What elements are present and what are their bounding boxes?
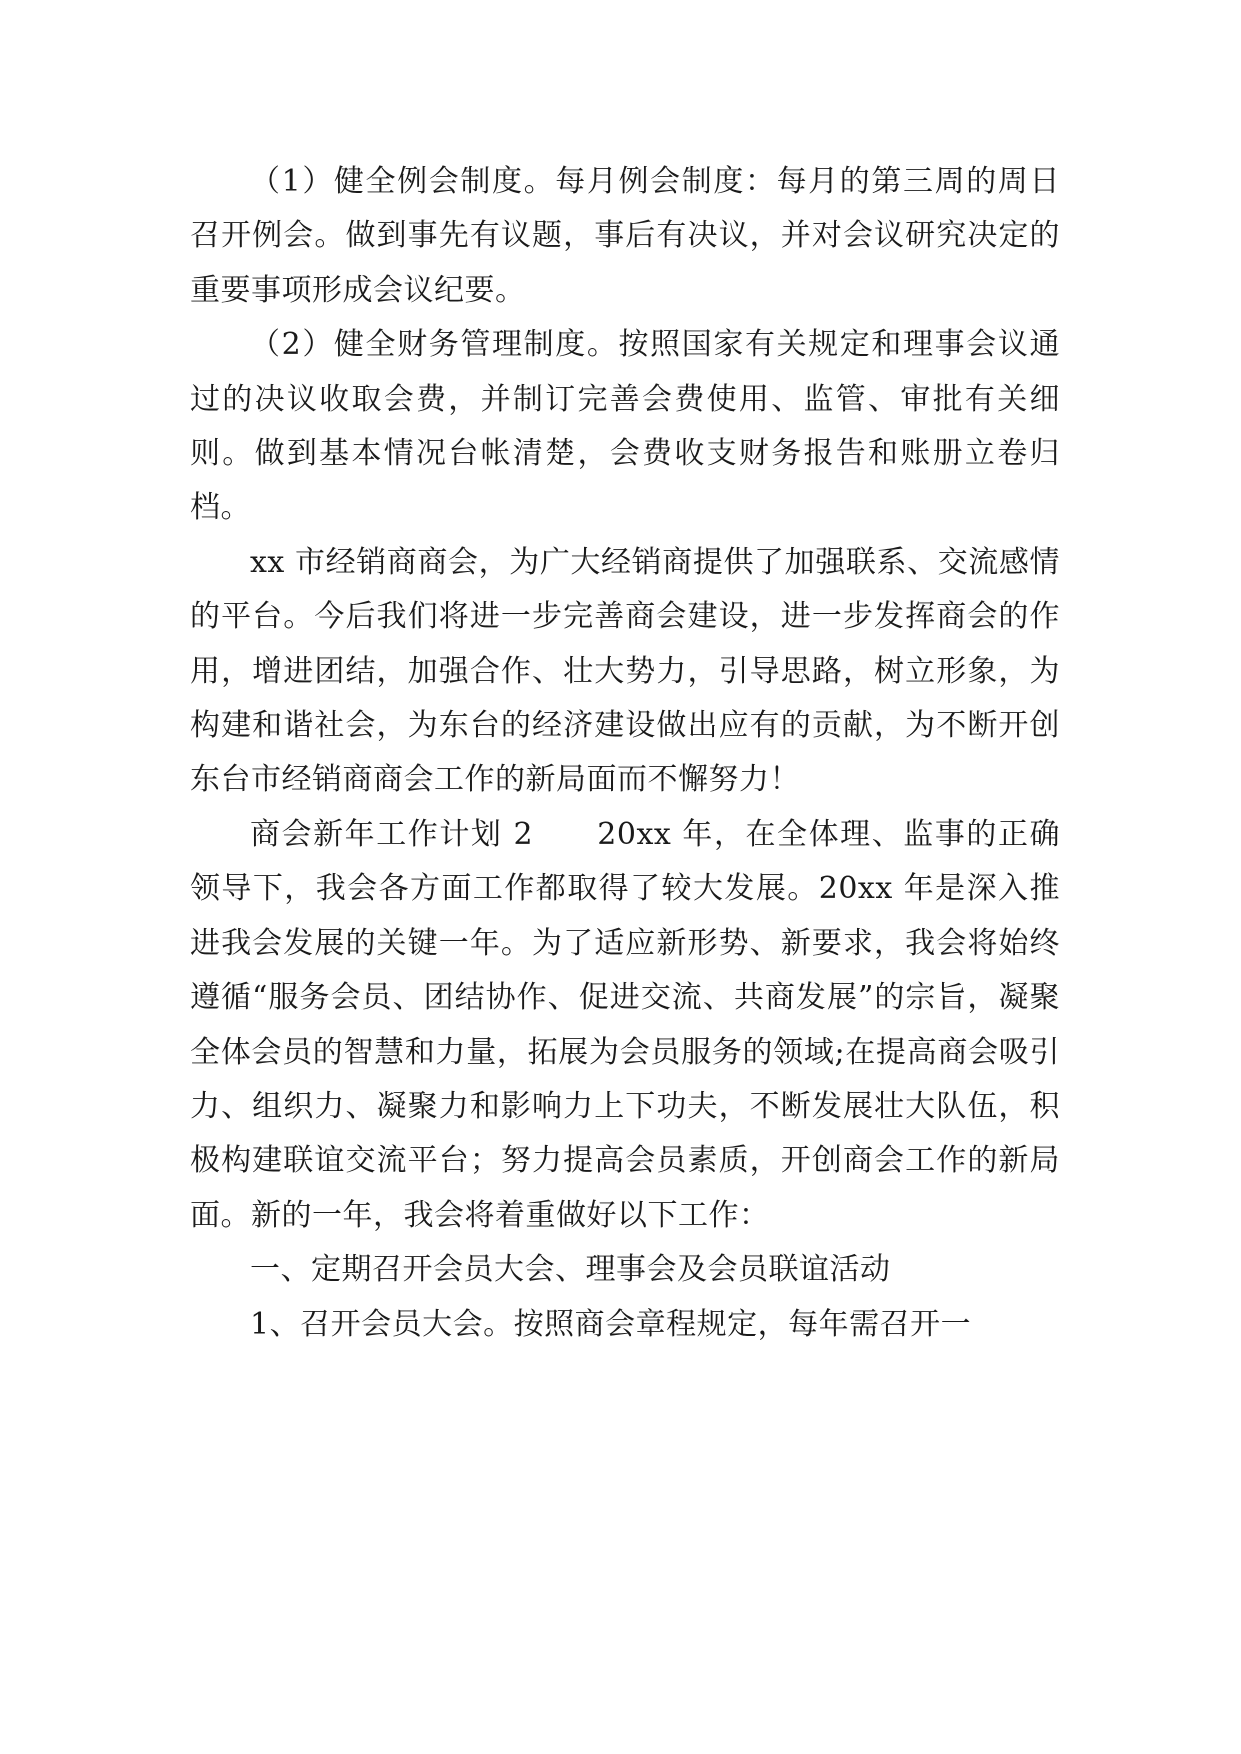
document-page [190,155,1060,1352]
section-heading-meetings: 一、定期召开会员大会、理事会及会员联谊活动 [250,1252,891,1288]
paragraph-chamber-summary: xx 市经销商商会，为广大经销商提供了加强联系、交流感情的平台。今后我们将进一步完善商会建设，进一步发挥商会的作用，增进团结，加强合作、壮大势力，引导思路，树立形象，为构建和谐社会，为东台的经济建设做出应有的贡献，为不断开创东台市经销商商会工作的新局面而不懈努力！ [190,544,1060,798]
paragraph-regular-meeting: （1）健全例会制度。每月例会制度：每月的第三周的周日召开例会。做到事先有议题，事后有决议，并对会议研究决定的重要事项形成会议纪要。 [190,164,1060,308]
paragraph-finance-management: （2）健全财务管理制度。按照国家有关规定和理事会议通过的决议收取会费，并制订完善会费使用、监管、审批有关细则。做到基本情况台帐清楚，会费收支财务报告和账册立卷归档。 [190,327,1060,526]
paragraph-member-congress: 1、召开会员大会。按照商会章程规定，每年需召开一 [250,1306,972,1342]
paragraph-work-plan-2: 商会新年工作计划 2 20xx 年，在全体理、监事的正确领导下，我会各方面工作都取得了较大发展。20xx 年是深入推进我会发展的关键一年。为了适应新形势、新要求，我会将始终遵循“服务会员、团结协作、促进交流、共商发展”的宗旨，凝聚全体会员的智慧和力量，拓展为会员服务的领域;在提高商会吸引力、组织力、凝聚力和影响力上下功夫，不断发展壮大队伍，积极构建联谊交流平台；努力提高会员素质，开创商会工作的新局面。新的一年，我会将着重做好以下工作： [190,816,1060,1233]
